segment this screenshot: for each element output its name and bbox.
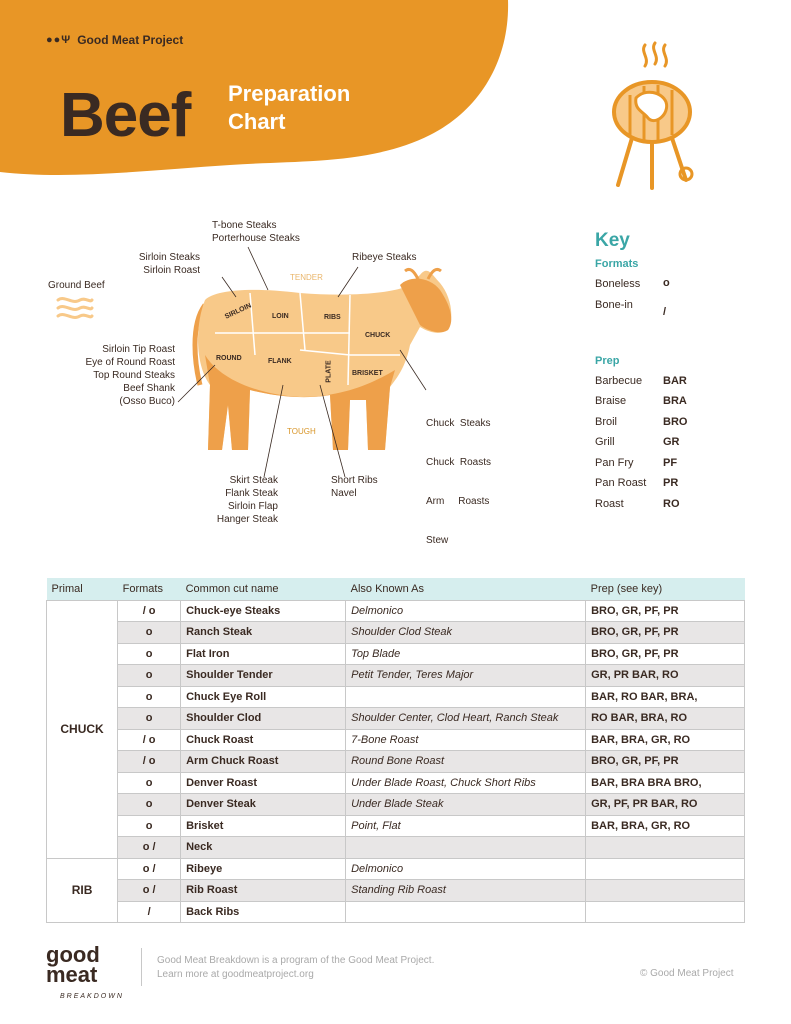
prep-cell: BRO, GR, PF, PR [586, 643, 745, 665]
region-flank: FLANK [268, 358, 292, 365]
callout-flank-line-4: Hanger Steak [216, 514, 278, 525]
cut-name-cell: Arm Chuck Roast [181, 751, 346, 773]
prep-cell: GR, PF, PR BAR, RO [586, 794, 745, 816]
brand-name: Good Meat Project [77, 33, 184, 47]
format-cell: o [118, 794, 181, 816]
callout-round-line-4: Beef Shank [123, 383, 175, 394]
table-row [47, 643, 745, 665]
cut-name-cell: Chuck-eye Steaks [181, 600, 346, 622]
region-chuck: CHUCK [365, 332, 391, 339]
column-header: Common cut name [181, 578, 346, 600]
cut-name-cell: Back Ribs [181, 901, 346, 923]
key-prep-heading: Prep [595, 354, 620, 367]
format-cell: o [118, 708, 181, 730]
cut-name-cell: Neck [181, 837, 346, 859]
callout-round [60, 343, 175, 408]
key-prep-code: RO [663, 497, 680, 510]
callout-chuck-line-2: Chuck Roasts [426, 457, 492, 468]
cut-name-cell: Rib Roast [181, 880, 346, 902]
aka-cell: Point, Flat [346, 815, 586, 837]
region-loin: LOIN [272, 313, 289, 320]
format-cell: / o [118, 600, 181, 622]
format-cell: / [118, 901, 181, 923]
callout-round-line-3: Top Round Steaks [93, 370, 175, 381]
callout-round-line-5: (Osso Buco) [119, 396, 175, 407]
prep-cell: BRO, GR, PF, PR [586, 600, 745, 622]
callout-tbone-line-1: T-bone Steaks [212, 220, 277, 231]
key-format-bonein [595, 299, 755, 355]
key-formats-heading: Formats [595, 258, 639, 270]
footer-logo-line-2: meat [46, 962, 98, 987]
key-prep-row [595, 375, 755, 396]
footer-text [157, 954, 434, 982]
cut-name-cell: Shoulder Tender [181, 665, 346, 687]
key-prep-label: Broil [595, 415, 618, 428]
key-prep-code: BRA [663, 395, 687, 407]
table-row [47, 880, 745, 902]
brand-logo-icon: ●●Ψ [46, 34, 72, 46]
cut-name-cell: Chuck Roast [181, 729, 346, 751]
cut-name-cell: Denver Roast [181, 772, 346, 794]
subtitle-line-1: Preparation [228, 81, 351, 106]
cut-name-cell: Flat Iron [181, 643, 346, 665]
prep-cell: RO BAR, BRA, RO [586, 708, 745, 730]
aka-cell: Round Bone Roast [346, 751, 586, 773]
aka-cell [346, 837, 586, 859]
callout-ground-beef: Ground Beef [48, 280, 105, 291]
format-cell: o / [118, 880, 181, 902]
callout-sirloin-line-2: Sirloin Roast [143, 265, 200, 276]
prep-cell: BRO, GR, PF, PR [586, 622, 745, 644]
aka-cell: Delmonico [346, 858, 586, 880]
callout-round-line-2: Eye of Round Roast [85, 357, 175, 368]
region-ribs: RIBS [324, 314, 341, 321]
subtitle-line-2: Chart [228, 109, 286, 134]
cut-name-cell: Chuck Eye Roll [181, 686, 346, 708]
beef-cuts-diagram [0, 205, 560, 546]
key-format-label: Boneless [595, 278, 641, 290]
callout-flank-line-3: Sirloin Flap [227, 501, 278, 512]
callout-chuck [426, 391, 491, 573]
grill-icon [600, 40, 700, 190]
key-prep-row [595, 436, 755, 457]
table-row [47, 729, 745, 751]
aka-cell: Shoulder Clod Steak [346, 622, 586, 644]
key-title: Key [595, 230, 630, 251]
region-brisket: BRISKET [352, 370, 383, 377]
callout-flank-line-1: Skirt Steak [229, 475, 278, 486]
format-cell: / o [118, 751, 181, 773]
region-round: ROUND [216, 355, 242, 362]
prep-cell: BAR, BRA, GR, RO [586, 729, 745, 751]
key-prep-code: BAR [663, 374, 687, 387]
prep-cell [586, 901, 745, 923]
aka-cell: Petit Tender, Teres Major [346, 665, 586, 687]
footer-logo-line-1: good [46, 942, 100, 967]
table-row [47, 858, 745, 880]
table-row [47, 622, 745, 644]
format-cell: o [118, 643, 181, 665]
bonein-symbol-icon: / [663, 305, 667, 318]
footer-copyright: © Good Meat Project [640, 968, 734, 979]
table-row [47, 837, 745, 859]
aka-cell: Under Blade Steak [346, 794, 586, 816]
callout-flank-line-2: Flank Steak [225, 488, 278, 499]
cut-name-cell: Denver Steak [181, 794, 346, 816]
brand [46, 33, 183, 47]
callout-ribeye: Ribeye Steaks [352, 252, 417, 263]
table-row [47, 794, 745, 816]
aka-cell: Under Blade Roast, Chuck Short Ribs [346, 772, 586, 794]
callout-sirloin-line-1: Sirloin Steaks [138, 252, 200, 263]
key-prep-row [595, 498, 755, 519]
callout-plate-line-1: Short Ribs [331, 475, 378, 486]
table-row [47, 751, 745, 773]
callout-plate [331, 474, 378, 500]
callout-tbone-line-2: Porterhouse Steaks [212, 233, 300, 244]
key-format-boneless [595, 278, 755, 299]
footer-divider [141, 948, 142, 986]
key-prep-label: Roast [595, 497, 624, 510]
cut-name-cell: Brisket [181, 815, 346, 837]
table-row [47, 815, 745, 837]
column-header: Prep (see key) [586, 578, 745, 600]
region-sirloin: SIRLOIN [223, 302, 253, 321]
cuts-table [46, 578, 745, 923]
callout-round-line-1: Sirloin Tip Roast [102, 344, 175, 355]
prep-cell: GR, PR BAR, RO [586, 665, 745, 687]
table-row [47, 686, 745, 708]
format-cell: o [118, 622, 181, 644]
format-cell: o [118, 815, 181, 837]
table-row [47, 901, 745, 923]
format-cell: o [118, 772, 181, 794]
aka-cell: Shoulder Center, Clod Heart, Ranch Steak [346, 708, 586, 730]
cut-name-cell: Shoulder Clod [181, 708, 346, 730]
format-cell: o / [118, 858, 181, 880]
key-legend [595, 230, 755, 518]
aka-cell: Delmonico [346, 600, 586, 622]
key-prep-label: Pan Roast [595, 477, 647, 489]
key-prep-label: Barbecue [595, 374, 643, 387]
region-tough: TOUGH [287, 427, 316, 436]
column-header: Also Known As [346, 578, 586, 600]
format-cell: o [118, 665, 181, 687]
key-prep-label: Grill [595, 436, 615, 448]
page-title: Beef [60, 81, 191, 150]
aka-cell: Standing Rib Roast [346, 880, 586, 902]
footer-text-line-1: Good Meat Breakdown is a program of the Good Meat Project. [157, 955, 435, 966]
prep-cell: BRO, GR, PF, PR [586, 751, 745, 773]
format-cell: o [118, 686, 181, 708]
table-row [47, 600, 745, 622]
aka-cell: 7-Bone Roast [346, 729, 586, 751]
key-prep-label: Pan Fry [595, 456, 634, 469]
footer-text-line-2: Learn more at goodmeatproject.org [157, 969, 314, 980]
table-row [47, 708, 745, 730]
primal-cell: CHUCK [47, 600, 118, 858]
aka-cell [346, 901, 586, 923]
key-prep-label: Braise [595, 395, 627, 407]
table-header-row [47, 578, 745, 600]
key-prep-code: PR [663, 477, 679, 489]
column-header: Formats [118, 578, 181, 600]
table-row [47, 772, 745, 794]
aka-cell: Top Blade [346, 643, 586, 665]
table-body [47, 600, 745, 923]
boneless-symbol-icon: o [663, 277, 670, 289]
key-prep-row [595, 457, 755, 478]
key-prep-code: GR [663, 436, 680, 448]
key-prep-code: PF [663, 456, 678, 469]
prep-cell: BAR, BRA BRA BRO, [586, 772, 745, 794]
format-cell: / o [118, 729, 181, 751]
callout-sirloin [100, 251, 200, 277]
callout-tbone [212, 219, 300, 245]
page-subtitle [228, 80, 398, 136]
cut-name-cell: Ranch Steak [181, 622, 346, 644]
region-plate: PLATE [325, 360, 333, 383]
key-prep-row [595, 395, 755, 416]
key-prep-code: BRO [663, 415, 688, 428]
callout-chuck-line-3: Arm Roasts [426, 496, 490, 507]
prep-cell [586, 880, 745, 902]
callout-plate-line-2: Navel [331, 488, 357, 499]
callout-chuck-line-4: Stew [426, 535, 449, 546]
cut-name-cell: Ribeye [181, 858, 346, 880]
key-prep-row [595, 416, 755, 437]
prep-cell [586, 858, 745, 880]
primal-cell: RIB [47, 858, 118, 923]
footer-logo-sub: BREAKDOWN [60, 993, 124, 1000]
footer-logo [46, 942, 124, 1007]
callout-flank [190, 474, 278, 526]
prep-cell: BAR, RO BAR, BRA, [586, 686, 745, 708]
region-tender: TENDER [290, 273, 323, 282]
aka-cell [346, 686, 586, 708]
prep-cell: BAR, BRA, GR, RO [586, 815, 745, 837]
prep-cell [586, 837, 745, 859]
key-prep-row [595, 477, 755, 498]
table-row [47, 665, 745, 687]
callout-chuck-line-1: Chuck Steaks [426, 418, 491, 429]
key-format-label: Bone-in [595, 298, 633, 311]
format-cell: o / [118, 837, 181, 859]
column-header: Primal [47, 578, 118, 600]
